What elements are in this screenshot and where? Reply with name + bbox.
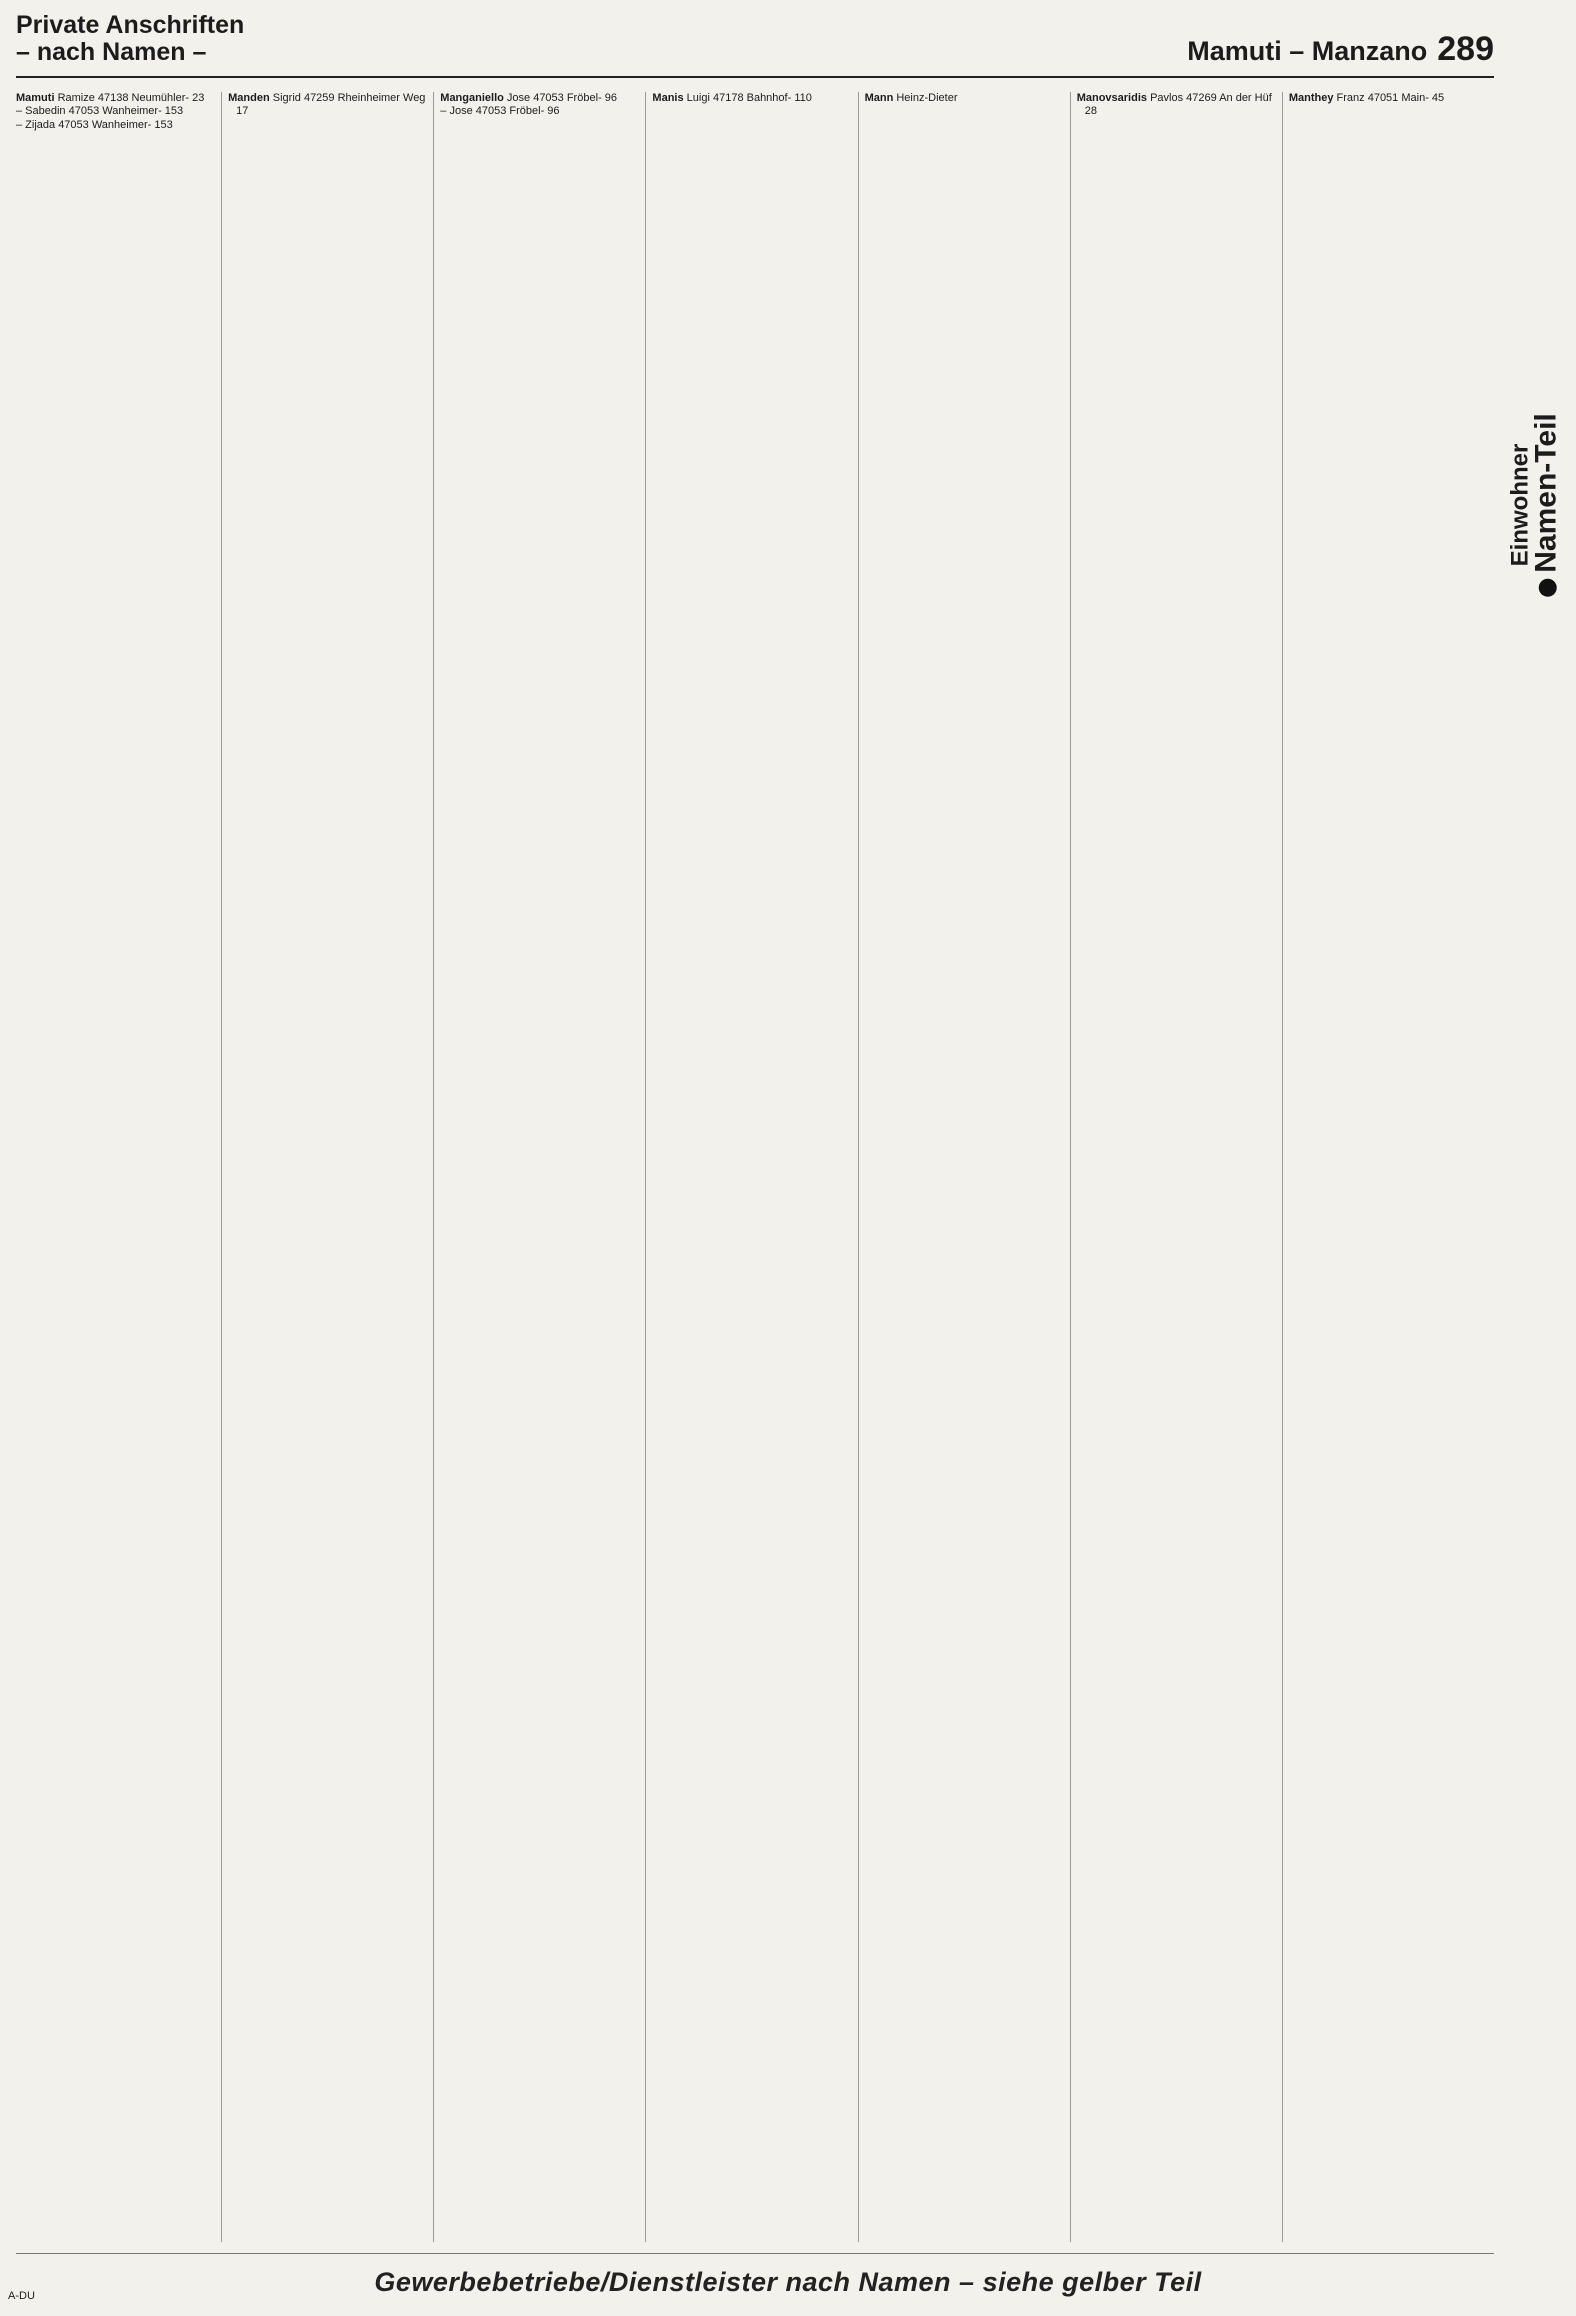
section-title [16, 12, 244, 66]
entry-surname: Manis [652, 92, 684, 104]
section-title-line2: – nach Namen – [16, 38, 207, 66]
directory-entry [1077, 92, 1276, 119]
column-5 [858, 92, 1070, 2242]
entry-details: – Zijada 47053 Wanheimer- 153 [16, 118, 173, 131]
entry-surname: Mann [864, 92, 894, 104]
directory-entry [865, 92, 1064, 105]
entry-details: Pavlos 47269 An der Hüf 28 [1084, 92, 1272, 118]
entry-details: – Sabedin 47053 Wanheimer- 153 [16, 105, 184, 118]
column-7 [1282, 92, 1494, 2242]
column-4 [645, 92, 857, 2242]
page-number: 289 [1437, 30, 1494, 68]
column-2 [221, 92, 433, 2242]
entry-details: Jose 47053 Fröbel- 96 [506, 92, 617, 104]
entry-details: Luigi 47178 Bahnhof- 110 [686, 92, 812, 104]
name-range: Mamuti – Manzano [1187, 36, 1428, 66]
entry-surname: Manovsaridis [1076, 92, 1148, 104]
entry-details: Heinz-Dieter [896, 92, 958, 104]
directory-entry [16, 105, 215, 118]
side-tab-line2: Namen-Teil [1530, 413, 1564, 573]
entry-surname: Manden [228, 92, 270, 104]
section-title-line1: Private Anschriften [16, 11, 245, 39]
listing-columns [16, 92, 1494, 2242]
entry-surname: Manganiello [440, 92, 504, 104]
page-range-header [1187, 30, 1494, 69]
side-tab-line1: Einwohner [1507, 443, 1535, 567]
footer-banner: Gewerbebetriebe/Dienstleister nach Namen – siehe gelber Teil [374, 2267, 1202, 2297]
directory-entry [1289, 92, 1488, 105]
column-1 [16, 92, 221, 2242]
bullet-icon [1539, 579, 1557, 597]
entry-details: Ramize 47138 Neumühler- 23 [57, 92, 205, 104]
region-code: A-DU [8, 2290, 35, 2302]
directory-entry [440, 92, 639, 105]
directory-entry [440, 105, 639, 118]
entry-details: Sigrid 47259 Rheinheimer Weg 17 [236, 92, 426, 118]
directory-entry [16, 92, 215, 105]
directory-entry [228, 92, 427, 119]
entry-details: Franz 47051 Main- 45 [1336, 92, 1445, 104]
header-rule [16, 76, 1494, 78]
column-3 [433, 92, 645, 2242]
column-6 [1070, 92, 1282, 2242]
directory-entry [652, 92, 851, 105]
entry-surname: Mamuti [16, 92, 55, 104]
section-side-tab [1506, 380, 1562, 630]
entry-surname: Manthey [1288, 92, 1334, 104]
directory-entry [16, 119, 215, 132]
entry-details: – Jose 47053 Fröbel- 96 [440, 105, 560, 118]
footer-rule [16, 2253, 1494, 2254]
